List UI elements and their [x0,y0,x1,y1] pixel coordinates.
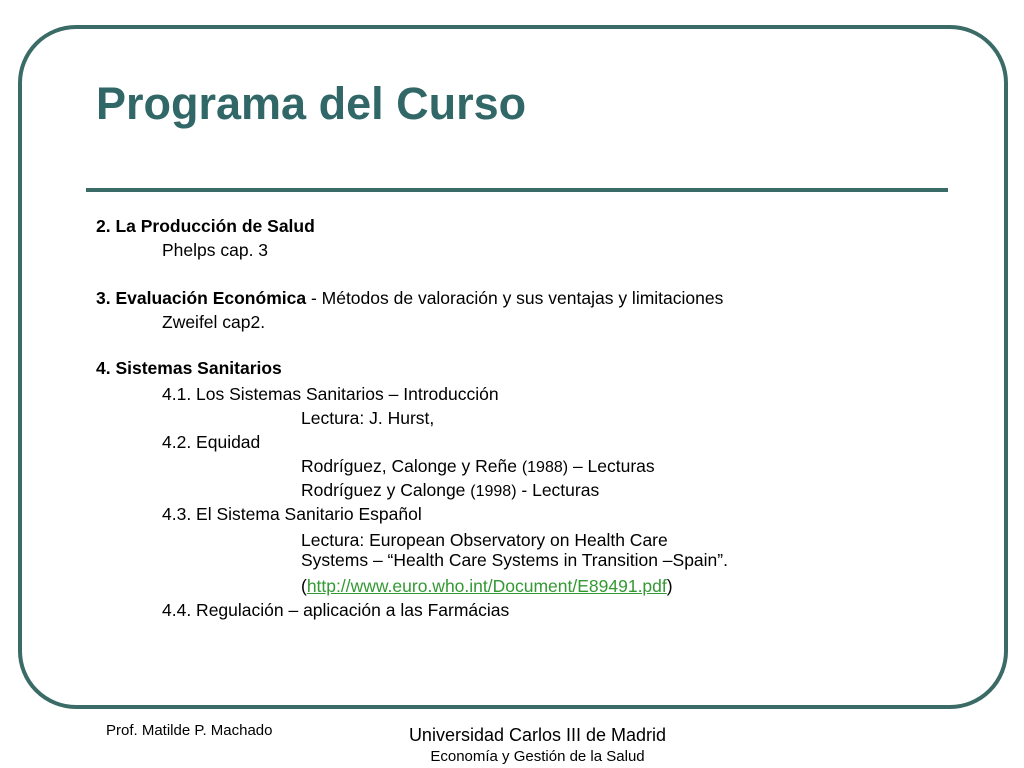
reading-authors: Rodríguez, Calonge y Reñe [301,456,522,476]
footer-university: Universidad Carlos III de Madrid [408,725,667,745]
subsection-4-1-reading: Lectura: J. Hurst, [301,408,435,428]
footer-institution [370,723,705,767]
reading-year: (1988) [521,459,569,476]
subsection-4-4: 4.4. Regulación – aplicación a las Farmácias [162,600,510,620]
who-document-link[interactable]: http://www.euro.who.int/Document/E89491.pdf [306,576,667,596]
spacer [96,334,976,356]
section-2-heading: 2. La Producción de Salud [96,216,315,236]
footer-author: Prof. Matilde P. Machado [106,722,273,739]
section-3-title: 3. Evaluación Económica [96,288,307,308]
subsection-4-3-reading-line-1: Lectura: European Observatory on Health Care [301,530,668,550]
slide-title: Programa del Curso [96,78,527,129]
subsection-4-2: 4.2. Equidad [162,432,261,452]
section-3-reference: Zweifel cap2. [162,312,266,332]
section-3-description: - Métodos de valoración y sus ventajas y limitaciones [306,288,724,308]
title-divider [86,188,948,192]
section-2-reference: Phelps cap. 3 [162,240,269,260]
section-4-heading: 4. Sistemas Sanitarios [96,358,282,378]
paren-open: ( [301,576,307,596]
subsection-4-3-link-line [96,574,976,598]
subsection-4-2-reading-1 [96,454,976,478]
footer-course: Economía y Gestión de la Salud [430,748,645,765]
course-outline [96,214,976,622]
reading-authors: Rodríguez y Calonge [301,480,471,500]
reading-type: - Lecturas [516,480,600,500]
subsection-4-3: 4.3. El Sistema Sanitario Español [162,504,422,524]
subsection-4-3-reading-line-2: Systems – “Health Care Systems in Transition –Spain”. [301,550,728,570]
section-3-heading [96,286,976,310]
paren-close: ) [666,576,673,596]
spacer [96,262,976,286]
reading-year: (1998) [470,483,517,500]
subsection-4-1: 4.1. Los Sistemas Sanitarios – Introducción [162,384,499,404]
subsection-4-2-reading-2 [96,478,976,502]
reading-type: – Lecturas [568,456,655,476]
